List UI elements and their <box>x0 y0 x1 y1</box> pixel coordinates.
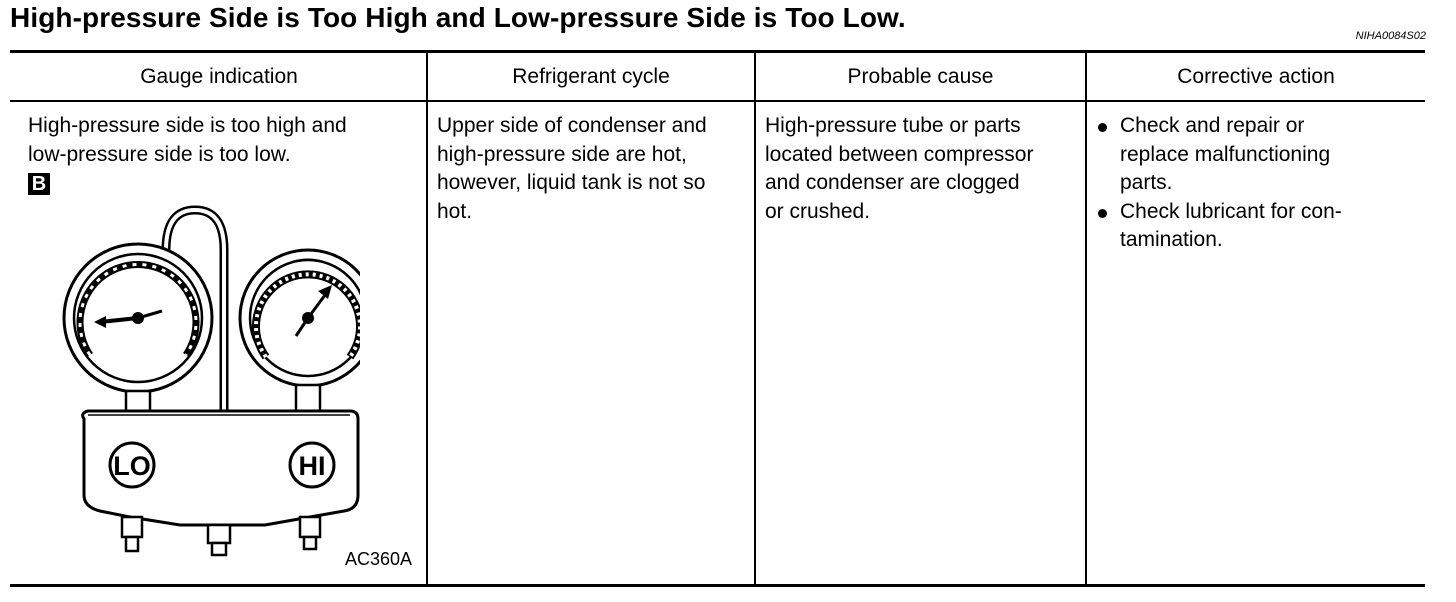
figure-badge: B <box>28 173 50 195</box>
hi-port-label: HI <box>298 451 326 481</box>
header-gauge-indication: Gauge indication <box>140 65 298 88</box>
cell-refrigerant-cycle <box>437 112 707 226</box>
header-corrective-action: Corrective action <box>1177 65 1335 88</box>
high-pressure-gauge <box>240 250 360 411</box>
table-header-divider <box>10 100 1425 102</box>
cell-line: however, liquid tank is not so <box>437 171 706 194</box>
cell-gauge-indication <box>28 112 347 199</box>
cell-line: replace malfunctioning <box>1120 142 1331 166</box>
cell-line: located between compressor <box>765 142 1034 166</box>
column-divider <box>754 52 756 585</box>
cell-line: Upper side of condenser and <box>437 114 707 137</box>
lo-port-label: LO <box>113 451 151 481</box>
bullet-icon <box>1098 123 1107 132</box>
cell-probable-cause <box>765 112 1033 226</box>
cell-line: low-pressure side is too low. <box>28 142 291 166</box>
column-divider <box>1085 52 1087 585</box>
header-probable-cause: Probable cause <box>847 65 994 88</box>
cell-line: tamination. <box>1120 228 1223 251</box>
cell-corrective-action <box>1096 112 1342 255</box>
document-id: NIHA0084S02 <box>1355 30 1426 42</box>
low-pressure-gauge <box>64 244 212 411</box>
list-item <box>1096 112 1342 198</box>
column-divider <box>426 52 428 585</box>
manifold-gauge-figure <box>50 205 360 570</box>
cell-line: High-pressure tube or parts <box>765 114 1021 137</box>
cell-line: Check and repair or <box>1120 114 1305 137</box>
table-bottom-rule <box>10 584 1425 587</box>
header-refrigerant-cycle: Refrigerant cycle <box>512 65 670 88</box>
manifold-body <box>83 411 358 555</box>
list-item <box>1096 198 1342 255</box>
page-title: High-pressure Side is Too High and Low-pressure Side is Too Low. <box>10 2 906 33</box>
cell-line: and condenser are clogged <box>765 171 1020 194</box>
cell-line: hot. <box>437 199 473 223</box>
manifold-gauge-illustration <box>50 205 360 565</box>
cell-line: parts. <box>1120 171 1173 194</box>
cell-line: high-pressure side are hot, <box>437 142 687 166</box>
bullet-icon <box>1098 209 1107 218</box>
cell-line: or crushed. <box>765 199 871 223</box>
cell-line: High-pressure side is too high and <box>28 114 347 137</box>
figure-code: AC360A <box>345 549 413 569</box>
cell-line: Check lubricant for con- <box>1120 199 1342 223</box>
